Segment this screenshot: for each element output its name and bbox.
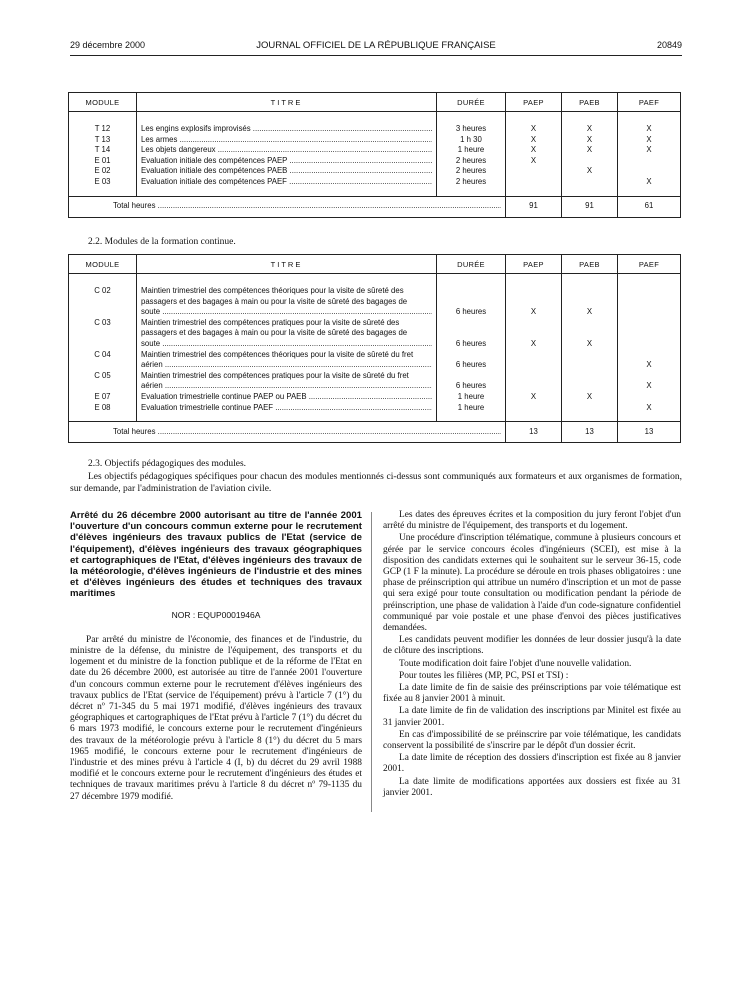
section-heading-2-3: 2.3. Objectifs pédagogiques des modules. (88, 459, 247, 469)
col-paef: PAEF (618, 255, 681, 274)
total-paef: 61 (618, 196, 681, 217)
total-paep: 13 (506, 422, 562, 443)
module-title: Evaluation initiale des compétences PAEB ..... (141, 166, 432, 177)
module-code: E 01 (69, 156, 137, 167)
module-code: T 13 (69, 135, 137, 146)
col-paeb: PAEB (562, 93, 618, 112)
mark-paep: X (506, 145, 562, 156)
col-module: MODULE (69, 255, 137, 274)
mark-paef: X (646, 381, 652, 391)
article-paragraph: Une procédure d'inscription télématique, commune à plusieurs concours et gérée par le service concours écoles d'ingénieurs (SCEI), est mise à la disposition des candidats externes qui le souhaitent sur le serveur 36-15, code GCP (1 F la minute). La procédure se déroule en trois phases obligatoires : une phase de préinscription qui attribue un numéro d'inscription et un mot de passe qui sera exigé pour toute consultation ou modification pendant la période de préinscription, une phase de validation à l'aide d'un code-signature confidentiel communiqué par voie postale et une phase d'envoi des pièces justificatives demandées. (383, 533, 681, 634)
table-row (69, 166, 681, 177)
total-paeb: 91 (562, 196, 618, 217)
module-title-line: passagers et des bagages à main ou pour la visite de sûreté des bagages de (141, 296, 408, 306)
mark-paef: X (646, 402, 652, 412)
mark-paeb: X (562, 166, 618, 177)
column-divider (371, 512, 372, 812)
col-module: MODULE (69, 93, 137, 112)
total-label: Total heures ..... (113, 201, 501, 212)
mark-paeb (562, 156, 618, 167)
module-duree: 6 heures (455, 381, 487, 391)
table-row (69, 135, 681, 146)
module-title-end: soute ..... (141, 339, 432, 350)
modules-table-continue (68, 254, 681, 443)
col-paep: PAEP (506, 93, 562, 112)
total-paeb: 13 (562, 422, 618, 443)
module-duree: 1 heure (457, 402, 485, 412)
table-total-row (69, 422, 681, 443)
mark-paep (506, 166, 562, 177)
mark-paeb: X (586, 307, 593, 317)
article-paragraph: Toute modification doit faire l'objet d'une nouvelle validation. (399, 658, 632, 669)
mark-paef: X (618, 135, 681, 146)
mark-paep: X (530, 307, 537, 317)
article-paragraph: La date limite de fin de saisie des préinscriptions par voie télématique est fixée au 8 janvier 2001 à minuit. (383, 683, 681, 705)
mark-paep: X (506, 135, 562, 146)
module-code: C 05 (69, 371, 137, 392)
module-duree: 1 h 30 (437, 135, 506, 146)
mark-paef: X (618, 145, 681, 156)
mark-paef (618, 156, 681, 167)
col-titre: TITRE (137, 255, 437, 274)
mark-paep: X (530, 391, 537, 401)
module-title-line: Maintien trimestriel des compétences théoriques pour la visite de sûreté des (141, 286, 404, 295)
article-paragraph: Les candidats peuvent modifier les données de leur dossier jusqu'à la date de clôture des inscriptions. (383, 635, 681, 657)
table-header-row (69, 255, 681, 274)
mark-paef: X (646, 360, 652, 370)
article-paragraph: La date limite de fin de validation des inscriptions par Minitel est fixée au 31 janvier 2001. (383, 706, 681, 728)
table-total-row (69, 196, 681, 217)
mark-paeb: X (562, 112, 618, 135)
table-header-row (69, 93, 681, 112)
module-title-end: Evaluation trimestrielle continue PAEF ..... (141, 403, 432, 414)
module-title: Les objets dangereux ..... (141, 145, 432, 156)
article-right-column (383, 510, 681, 800)
module-title-end: aérien ..... (141, 360, 432, 371)
module-title-line: Maintien trimestriel des compétences pratiques pour la visite de sûreté du fret (141, 370, 409, 380)
mark-paep: X (506, 156, 562, 167)
module-title-end: Evaluation trimestrielle continue PAEP ou PAEB ..... (141, 392, 432, 403)
module-code: T 12 (69, 112, 137, 135)
module-duree: 2 heures (437, 156, 506, 167)
col-titre: TITRE (137, 93, 437, 112)
mark-paeb: X (586, 391, 593, 401)
module-code: E 08 (69, 403, 137, 422)
total-label: Total heures ..... (113, 427, 501, 438)
table-row (69, 392, 681, 403)
mark-paeb: X (562, 145, 618, 156)
table-row (69, 156, 681, 167)
col-paep: PAEP (506, 255, 562, 274)
module-title-line: Maintien trimestriel des compétences pratiques pour la visite de sûreté des (141, 317, 400, 327)
module-code: C 04 (69, 350, 137, 371)
col-duree: DURÉE (437, 255, 506, 274)
header-rule (70, 55, 682, 56)
table-row (69, 403, 681, 422)
table-row (69, 177, 681, 196)
arrete-body: Par arrêté du ministre de l'économie, des finances et de l'industrie, du ministre de la défense, du ministre de l'équipement, des transports et du logement et du ministre de la fonction publique et de la réforme de l'Etat en date du 26 décembre 2000, est autorisée au titre de l'année 2001 l'ouverture d'un concours commun externe pour le recrutement d'élèves ingénieurs des travaux publics de l'Etat (service de l'équipement) prévu à l'article 7 (1°) du décret nº 71-345 du 5 mai 1971 modifié, d'élèves ingénieurs des travaux géographiques et cartographiques de l'Etat prévu à l'article 7 (1°) du décret du 6 mars 1973 modifié, le concours externe pour le recrutement d'ingénieurs des travaux de la météorologie prévu à l'article 8 (1°) du décret du 5 mars 1965 modifié, le concours externe pour le recrutement d'ingénieurs de l'industrie et des mines prévu à l'article 4 (I, b) du décret du 29 avril 1988 modifié et le concours externe pour le recrutement d'ingénieurs des études et techniques de travaux maritimes prévu à l'article 8 du décret nº 79-1135 du 27 décembre 1979 modifié. (70, 634, 362, 802)
header-journal-title: JOURNAL OFFICIEL DE LA RÉPUBLIQUE FRANÇAISE (256, 40, 496, 51)
module-duree: 6 heures (455, 360, 487, 370)
table-row (69, 112, 681, 135)
module-title: Les armes ..... (141, 135, 432, 146)
mark-paef (618, 166, 681, 177)
module-title-end: aérien ..... (141, 381, 432, 392)
table-row (69, 350, 681, 371)
module-title-end: soute ..... (141, 307, 432, 318)
nor-reference: NOR : EQUP0001946A (171, 609, 261, 620)
table-row (69, 274, 681, 318)
modules-table-initial (68, 92, 681, 218)
section-heading-2-2: 2.2. Modules de la formation continue. (88, 237, 236, 247)
table-row (69, 145, 681, 156)
module-duree: 3 heures (437, 112, 506, 135)
module-title: Evaluation initiale des compétences PAEF ..... (141, 177, 432, 188)
article-paragraph: En cas d'impossibilité de se préinscrire par voie télématique, les candidats conservent la possibilité de s'inscrire par le dépôt d'un dossier écrit. (383, 729, 681, 752)
col-paeb: PAEB (562, 255, 618, 274)
mark-paep (506, 177, 562, 196)
mark-paeb: X (586, 338, 593, 348)
module-title: Evaluation initiale des compétences PAEP ..... (141, 156, 432, 167)
mark-paeb: X (562, 135, 618, 146)
table-row (69, 318, 681, 350)
module-code: E 02 (69, 166, 137, 177)
module-title: Les engins explosifs improvisés ..... (141, 124, 432, 135)
module-code: C 03 (69, 318, 137, 350)
article-left-column (70, 510, 362, 803)
article-paragraph: Les dates des épreuves écrites et la composition du jury feront l'objet d'un arrêté du ministre de l'équipement, des transports et du logement. (383, 510, 681, 532)
total-paef: 13 (618, 422, 681, 443)
arrete-title: Arrêté du 26 décembre 2000 autorisant au titre de l'année 2001 l'ouverture d'un concours commun externe pour le recrutement d'élèves ingénieurs des travaux publics de l'Etat (service de l'équipement), d'élèves ingénieurs des travaux géographiques et cartographiques de l'Etat, d'élèves ingénieurs des travaux de la météorologie, d'élèves ingénieurs de l'industrie et des mines et d'élèves ingénieurs des études et techniques des travaux maritimes (70, 510, 362, 600)
article-paragraph: La date limite de réception des dossiers d'inscription est fixée au 8 janvier 2001. (383, 753, 681, 775)
module-title-line: passagers et des bagages à main ou pour la visite de sûreté des bagages de (141, 328, 408, 338)
mark-paep: X (530, 338, 537, 348)
total-paep: 91 (506, 196, 562, 217)
header-page-number: 20849 (656, 40, 682, 50)
col-duree: DURÉE (437, 93, 506, 112)
table-row (69, 371, 681, 392)
module-duree: 1 heure (457, 391, 485, 401)
module-duree: 6 heures (455, 338, 487, 348)
mark-paep: X (506, 112, 562, 135)
module-duree: 1 heure (437, 145, 506, 156)
module-title-line: Maintien trimestriel des compétences théoriques pour la visite de sûreté du fret (141, 349, 414, 359)
article-paragraph: La date limite de modifications apportées aux dossiers est fixée au 31 janvier 2001. (383, 776, 681, 798)
mark-paeb (562, 177, 618, 196)
article-paragraph: Pour toutes les filières (MP, PC, PSI et TSI) : (399, 670, 569, 681)
module-duree: 6 heures (455, 307, 487, 317)
mark-paef: X (618, 112, 681, 135)
header-date: 29 décembre 2000 (70, 40, 146, 50)
mark-paef: X (618, 177, 681, 196)
module-code: E 03 (69, 177, 137, 196)
module-code: T 14 (69, 145, 137, 156)
module-duree: 2 heures (437, 177, 506, 196)
paragraph-objectifs: Les objectifs pédagogiques spécifiques pour chacun des modules mentionnés ci-dessus sont communiqués aux formateurs et aux organismes de formation, sur demande, par l'administration de l'aviation civile. (70, 472, 682, 494)
col-paef: PAEF (618, 93, 681, 112)
module-duree: 2 heures (437, 166, 506, 177)
module-code: C 02 (69, 274, 137, 318)
running-header (70, 40, 682, 54)
module-code: E 07 (69, 392, 137, 403)
